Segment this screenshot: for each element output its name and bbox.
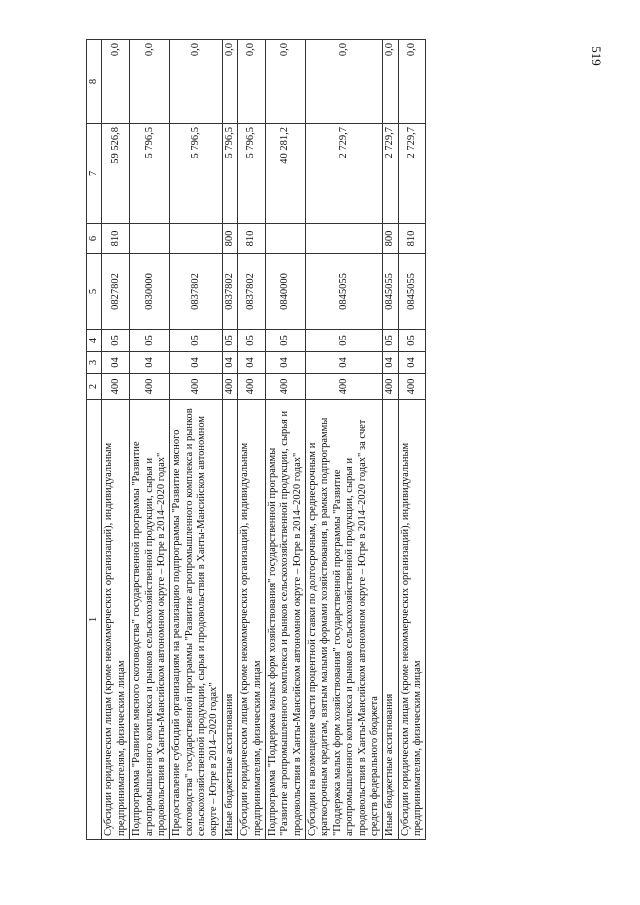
row-description: Подпрограмма "Поддержка малых форм хозяйствования" государственной программы "Развитие агропромышленного комплекса и рынков сельскохозяйственной продукции, сырья и продовольствия в Ханты-Мансийском автономном округе – Югре в 2014–2020 годах"	[265, 400, 305, 840]
code-ministry: 400	[238, 374, 266, 400]
code-expense-type: 800	[222, 224, 237, 254]
header-cell: 8	[87, 40, 102, 124]
header-cell: 3	[87, 352, 102, 374]
code-expense-type	[130, 224, 170, 254]
code-target: 0837802	[222, 254, 237, 330]
header-cell: 2	[87, 374, 102, 400]
code-section: 04	[306, 352, 383, 374]
code-ministry: 400	[383, 374, 398, 400]
amount: 2 729,7	[383, 124, 398, 224]
row-description: Подпрограмма "Развитие мясного скотоводства" государственной программы "Развитие агропромышленного комплекса и рынков сельскохозяйственной продукции, сырья и продовольствия в Ханты-Мансийском автономном округе – Югре в 2014–2020 годах"	[130, 400, 170, 840]
amount-federal: 0,0	[222, 40, 237, 124]
code-subsection: 05	[398, 330, 426, 352]
row-description: Субсидии юридическим лицам (кроме некоммерческих организаций), индивидуальным предпринимателям, физическим лицам	[238, 400, 266, 840]
code-expense-type	[306, 224, 383, 254]
header-cell: 5	[87, 254, 102, 330]
code-ministry: 400	[170, 374, 223, 400]
code-ministry: 400	[265, 374, 305, 400]
code-expense-type	[265, 224, 305, 254]
code-subsection: 05	[306, 330, 383, 352]
code-section: 04	[222, 352, 237, 374]
code-target: 0845055	[306, 254, 383, 330]
table-container	[86, 40, 546, 840]
row-description: Иные бюджетные ассигнования	[222, 400, 237, 840]
row-description: Субсидии юридическим лицам (кроме некоммерческих организаций), индивидуальным предпринимателям, физическим лицам	[398, 400, 426, 840]
code-expense-type: 810	[102, 224, 130, 254]
table-row	[383, 40, 398, 840]
row-description: Субсидии на возмещение части процентной ставки по долгосрочным, среднесрочным и краткосрочным кредитам, взятым малыми формами хозяйствования, в рамках подпрограммы "Поддержка малых форм хозяйствования" государственной программы "Развитие агропромышленного комплекса и рынков сельскохозяйственной продукции, сырья и продовольствия в Ханты-Мансийском автономном округе – Югре в 2014–2020 годах" за счет средств федерального бюджета	[306, 400, 383, 840]
amount: 5 796,5	[222, 124, 237, 224]
code-subsection: 05	[130, 330, 170, 352]
code-ministry: 400	[306, 374, 383, 400]
amount: 5 796,5	[130, 124, 170, 224]
code-target: 0827802	[102, 254, 130, 330]
code-expense-type	[170, 224, 223, 254]
code-target: 0845055	[383, 254, 398, 330]
header-cell: 4	[87, 330, 102, 352]
table-row	[398, 40, 426, 840]
amount: 2 729,7	[306, 124, 383, 224]
amount-federal: 0,0	[383, 40, 398, 124]
header-cell: 6	[87, 224, 102, 254]
row-description: Предоставление субсидий организациям на реализацию подпрограммы "Развитие мясного скотоводства" государственной программы "Развитие агропромышленного комплекса и рынков сельскохозяйственной продукции, сырья и продовольствия в Ханты-Мансийском автономном округе – Югре в 2014–2020 годах"	[170, 400, 223, 840]
header-cell: 7	[87, 124, 102, 224]
table-row	[170, 40, 223, 840]
row-description: Иные бюджетные ассигнования	[383, 400, 398, 840]
amount-federal: 0,0	[265, 40, 305, 124]
code-ministry: 400	[222, 374, 237, 400]
table-row	[238, 40, 266, 840]
amount: 5 796,5	[238, 124, 266, 224]
code-ministry: 400	[398, 374, 426, 400]
amount-federal: 0,0	[102, 40, 130, 124]
code-subsection: 05	[238, 330, 266, 352]
amount-federal: 0,0	[238, 40, 266, 124]
amount-federal: 0,0	[170, 40, 223, 124]
table-row	[306, 40, 383, 840]
amount-federal: 0,0	[398, 40, 426, 124]
code-section: 04	[265, 352, 305, 374]
page-number: 519	[588, 46, 604, 66]
code-target: 0830000	[130, 254, 170, 330]
table-row	[130, 40, 170, 840]
code-section: 04	[102, 352, 130, 374]
code-ministry: 400	[102, 374, 130, 400]
code-target: 0845055	[398, 254, 426, 330]
header-cell: 1	[87, 400, 102, 840]
code-section: 04	[238, 352, 266, 374]
code-subsection: 05	[383, 330, 398, 352]
code-subsection: 05	[170, 330, 223, 352]
code-target: 0840000	[265, 254, 305, 330]
amount-federal: 0,0	[130, 40, 170, 124]
budget-table	[86, 39, 426, 840]
code-target: 0837802	[170, 254, 223, 330]
code-subsection: 05	[102, 330, 130, 352]
code-section: 04	[398, 352, 426, 374]
code-expense-type: 800	[383, 224, 398, 254]
amount: 40 281,2	[265, 124, 305, 224]
table-row	[265, 40, 305, 840]
code-target: 0837802	[238, 254, 266, 330]
amount: 2 729,7	[398, 124, 426, 224]
code-expense-type: 810	[398, 224, 426, 254]
code-section: 04	[383, 352, 398, 374]
table-row	[102, 40, 130, 840]
code-expense-type: 810	[238, 224, 266, 254]
code-section: 04	[170, 352, 223, 374]
amount-federal: 0,0	[306, 40, 383, 124]
code-ministry: 400	[130, 374, 170, 400]
row-description: Субсидии юридическим лицам (кроме некоммерческих организаций), индивидуальным предпринимателям, физическим лицам	[102, 400, 130, 840]
rotated-page	[86, 40, 634, 840]
code-subsection: 05	[265, 330, 305, 352]
table-row	[222, 40, 237, 840]
amount: 59 526,8	[102, 124, 130, 224]
amount: 5 796,5	[170, 124, 223, 224]
header-row	[87, 40, 102, 840]
code-subsection: 05	[222, 330, 237, 352]
code-section: 04	[130, 352, 170, 374]
